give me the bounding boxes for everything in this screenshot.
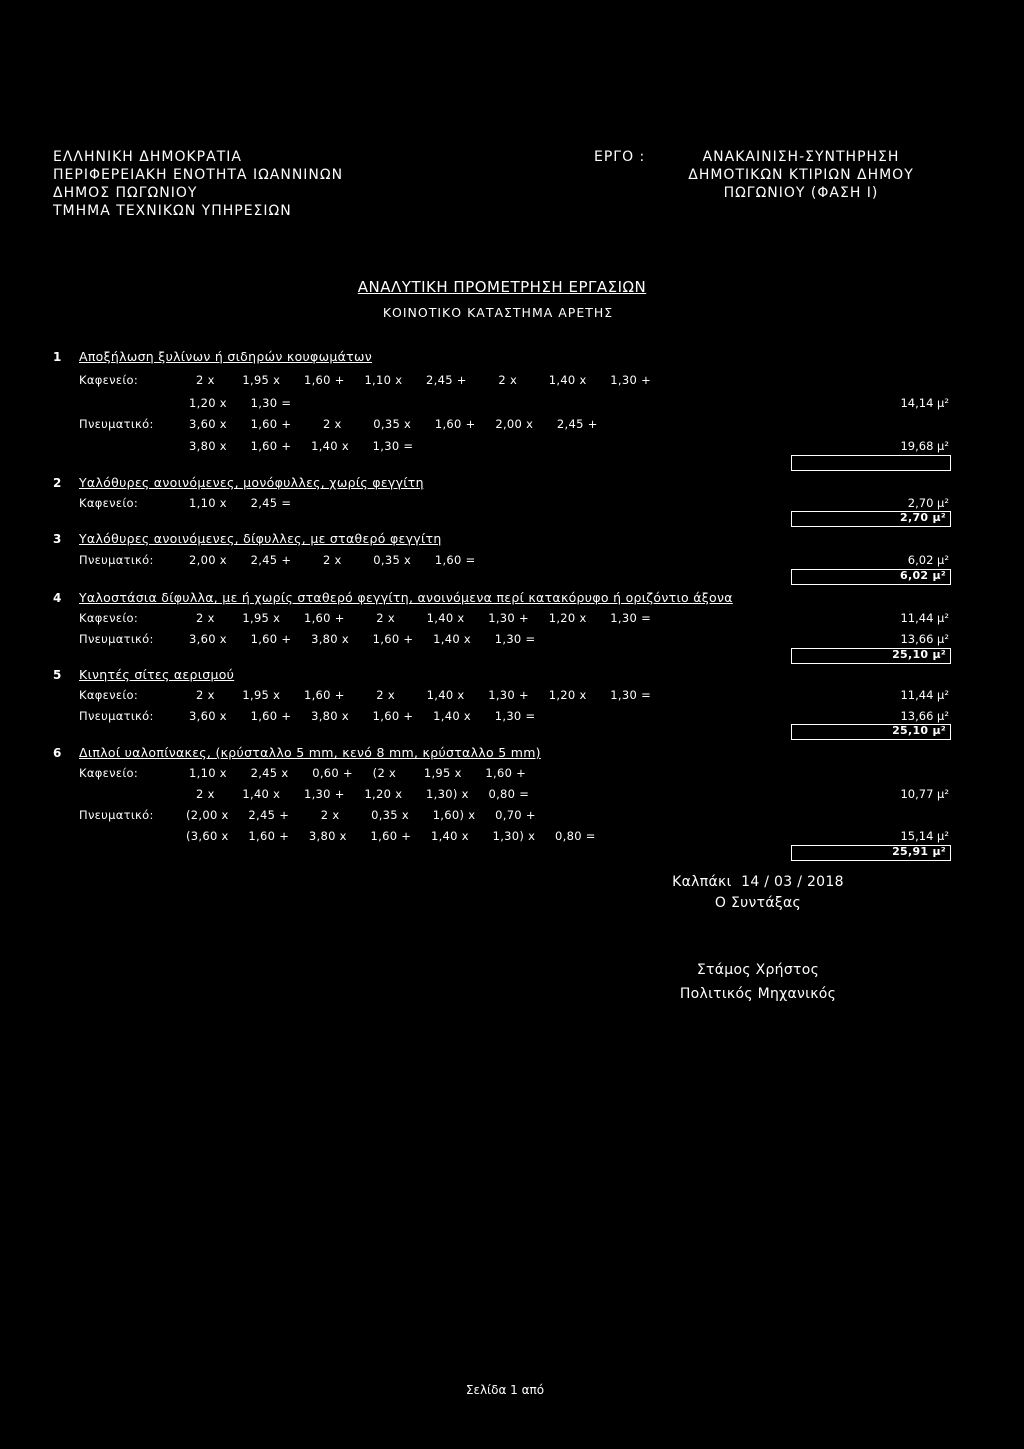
row-formula: 2 x 1,40 x 1,30 + 1,20 x 1,30) x 0,80 =: [196, 787, 530, 801]
section-number: 3: [53, 532, 62, 546]
project-line: ΔΗΜΟΤΙΚΩΝ ΚΤΙΡΙΩΝ ΔΗΜΟΥ: [688, 167, 914, 183]
signature-place-date: Καλπάκι 14 / 03 / 2018: [672, 874, 844, 890]
page-subtitle: ΚΟΙΝΟΤΙΚΟ ΚΑΤΑΣΤΗΜΑ ΑΡΕΤΗΣ: [382, 305, 614, 320]
section-title: Διπλοί υαλοπίνακες, (κρύσταλλο 5 mm, κενό 8 mm, κρύσταλλο 5 mm): [79, 745, 541, 760]
signature-name: Στάμος Χρήστος: [696, 962, 820, 978]
header-left-line: ΤΜΗΜΑ ΤΕΧΝΙΚΩΝ ΥΠΗΡΕΣΙΩΝ: [53, 203, 292, 219]
section-total-box: [791, 648, 951, 664]
section-title: Υαλόθυρες ανοινόμενες, μονόφυλλες, χωρίς φεγγίτη: [79, 475, 424, 490]
row-result: 2,70 μ²: [907, 496, 949, 510]
row-label: Καφενείο:: [79, 373, 139, 387]
row-result: 19,68 μ²: [900, 439, 949, 453]
section-title: Υαλόθυρες ανοινόμενες, δίφυλλες, με σταθερό φεγγίτη: [79, 531, 442, 546]
section-number: 6: [53, 746, 62, 760]
row-label: Πνευματικό:: [79, 808, 154, 822]
project-block: [670, 148, 932, 202]
page-title: ΑΝΑΛΥΤΙΚΗ ΠΡΟΜΕΤΡΗΣΗ ΕΡΓΑΣΙΩΝ: [357, 278, 647, 296]
row-formula: 3,60 x 1,60 + 2 x 0,35 x 1,60 + 2,00 x 2,45 +: [189, 417, 598, 431]
row-formula: 2 x 1,95 x 1,60 + 1,10 x 2,45 + 2 x 1,40 x 1,30 +: [196, 373, 651, 387]
section-number: 2: [53, 476, 62, 490]
row-formula: 1,20 x 1,30 =: [189, 396, 292, 410]
row-label: Πνευματικό:: [79, 709, 154, 723]
section-title: Υαλοστάσια δίφυλλα, με ή χωρίς σταθερό φεγγίτη, ανοινόμενα περί κατακόρυφο ή οριζόντιο άξονα: [79, 590, 733, 605]
header-left-line: ΕΛΛΗΝΙΚΗ ΔΗΜΟΚΡΑΤΙΑ: [53, 149, 242, 165]
row-formula: 2 x 1,95 x 1,60 + 2 x 1,40 x 1,30 + 1,20 x 1,30 =: [196, 611, 651, 625]
row-result: 11,44 μ²: [900, 688, 949, 702]
row-label: Καφενείο:: [79, 766, 139, 780]
row-formula: 1,10 x 2,45 x 0,60 + (2 x 1,95 x 1,60 +: [189, 766, 527, 780]
signature-role: Ο Συντάξας: [714, 895, 802, 911]
header-left-line: ΠΕΡΙΦΕΡΕΙΑΚΗ ΕΝΟΤΗΤΑ ΙΩΑΝΝΙΝΩΝ: [53, 167, 344, 183]
row-formula: 2 x 1,95 x 1,60 + 2 x 1,40 x 1,30 + 1,20 x 1,30 =: [196, 688, 651, 702]
row-result: 6,02 μ²: [907, 553, 949, 567]
row-label: Καφενείο:: [79, 611, 139, 625]
project-line: ΑΝΑΚΑΙΝΙΣΗ-ΣΥΝΤΗΡΗΣΗ: [702, 149, 900, 165]
row-formula: 3,60 x 1,60 + 3,80 x 1,60 + 1,40 x 1,30 =: [189, 632, 536, 646]
row-formula: (2,00 x 2,45 + 2 x 0,35 x 1,60) x 0,70 +: [186, 808, 536, 822]
row-result: 11,44 μ²: [900, 611, 949, 625]
project-line: ΠΩΓΩΝΙΟΥ (ΦΑΣΗ Ι): [723, 185, 879, 201]
header-left-line: ΔΗΜΟΣ ΠΩΓΩΝΙΟΥ: [53, 185, 198, 201]
row-label: Πνευματικό:: [79, 417, 154, 431]
section-total: 2,70 μ²: [900, 511, 946, 524]
row-formula: (3,60 x 1,60 + 3,80 x 1,60 + 1,40 x 1,30) x 0,80 =: [186, 829, 596, 843]
row-formula: 3,60 x 1,60 + 3,80 x 1,60 + 1,40 x 1,30 =: [189, 709, 536, 723]
row-result: 15,14 μ²: [900, 829, 949, 843]
project-label: ΕΡΓΟ :: [594, 149, 646, 165]
row-label: Πνευματικό:: [79, 553, 154, 567]
row-result: 14,14 μ²: [900, 396, 949, 410]
header-left-block: [53, 148, 343, 220]
row-result: 13,66 μ²: [900, 632, 949, 646]
section-total: 25,91 μ²: [892, 845, 946, 858]
section-number: 1: [53, 350, 62, 364]
page-footer: Σελίδα 1 από: [465, 1383, 545, 1397]
row-label: Πνευματικό:: [79, 632, 154, 646]
row-label: Καφενείο:: [79, 496, 139, 510]
section-total: 25,10 μ²: [892, 724, 946, 737]
section-total: 25,10 μ²: [892, 648, 946, 661]
row-result: 13,66 μ²: [900, 709, 949, 723]
row-label: Καφενείο:: [79, 688, 139, 702]
section-total-box: [791, 845, 951, 861]
row-result: 10,77 μ²: [900, 787, 949, 801]
section-title: Κινητές σίτες αερισμού: [79, 667, 235, 682]
section-total: 6,02 μ²: [900, 569, 946, 582]
section-title: Αποξήλωση ξυλίνων ή σιδηρών κουφωμάτων: [79, 349, 373, 364]
section-total-box: [791, 455, 951, 471]
section-total-box: [791, 724, 951, 740]
row-formula: 1,10 x 2,45 =: [189, 496, 292, 510]
section-number: 5: [53, 668, 62, 682]
section-total-box: [791, 569, 951, 585]
signature-title: Πολιτικός Μηχανικός: [679, 986, 837, 1002]
section-total-box: [791, 511, 951, 527]
row-formula: 3,80 x 1,60 + 1,40 x 1,30 =: [189, 439, 414, 453]
row-formula: 2,00 x 2,45 + 2 x 0,35 x 1,60 =: [189, 553, 476, 567]
section-number: 4: [53, 591, 62, 605]
